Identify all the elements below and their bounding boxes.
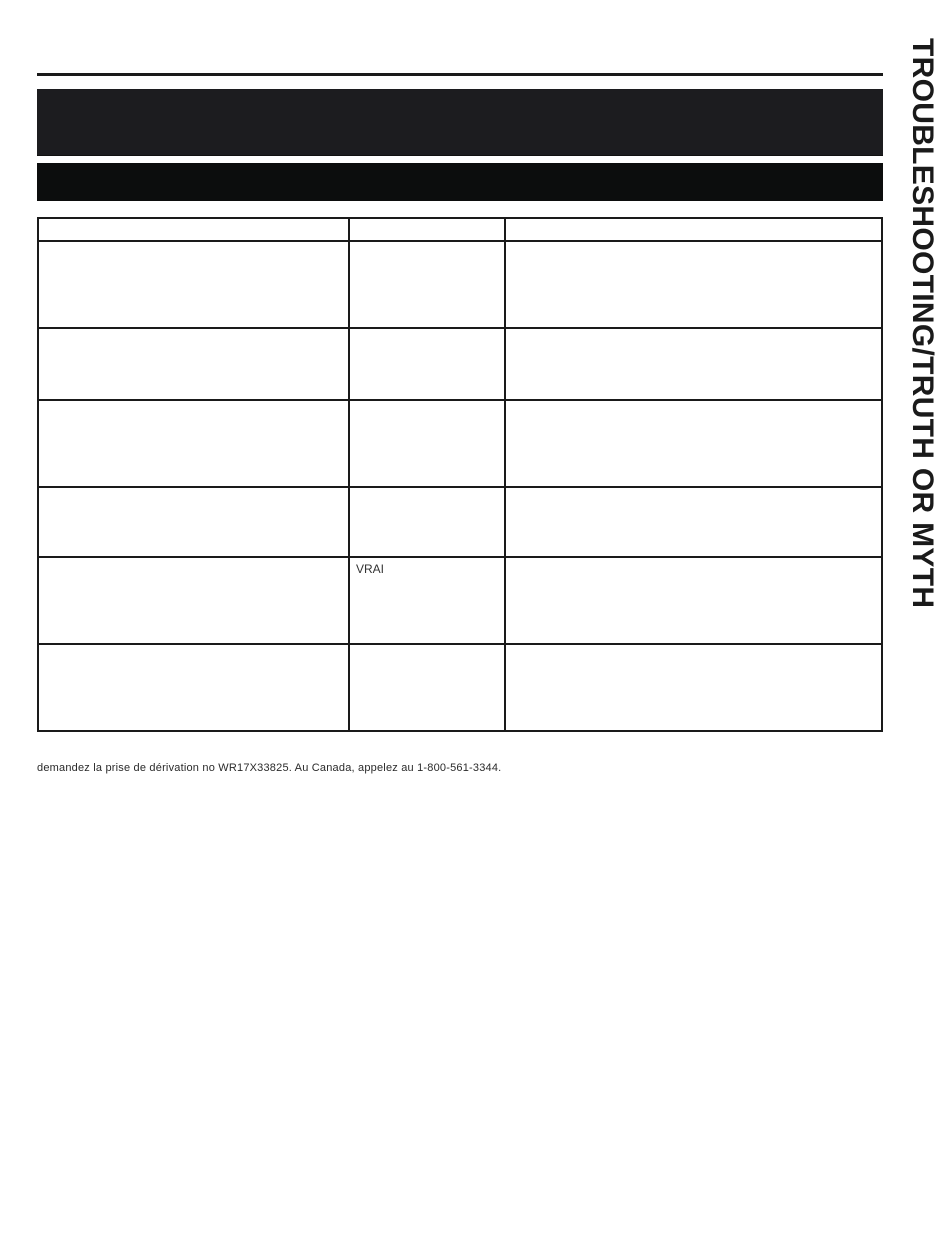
title-bar xyxy=(37,89,883,156)
table-cell xyxy=(505,400,882,487)
table-cell xyxy=(349,241,505,328)
truth-or-myth-table xyxy=(37,217,881,732)
table-row xyxy=(38,241,882,328)
table-cell xyxy=(505,487,882,557)
table-cell-verdict: VRAI xyxy=(349,557,505,644)
table-header-row xyxy=(38,218,882,241)
table-cell xyxy=(38,241,349,328)
table-row xyxy=(38,400,882,487)
header-cell xyxy=(505,218,882,241)
table-cell xyxy=(38,644,349,731)
table-cell xyxy=(38,487,349,557)
table-row xyxy=(38,328,882,400)
table-cell xyxy=(505,557,882,644)
table-cell xyxy=(38,557,349,644)
table-cell xyxy=(349,644,505,731)
side-section-title: TROUBLESHOOTING/TRUTH OR MYTH xyxy=(906,38,939,609)
table-cell xyxy=(349,328,505,400)
table-cell xyxy=(38,328,349,400)
table-cell xyxy=(505,241,882,328)
table-row xyxy=(38,644,882,731)
header-cell xyxy=(349,218,505,241)
table-cell xyxy=(505,644,882,731)
top-rule xyxy=(37,73,883,76)
footnote: demandez la prise de dérivation no WR17X33825. Au Canada, appelez au 1-800-561-3344. xyxy=(37,762,502,774)
table-cell xyxy=(349,487,505,557)
subtitle-bar xyxy=(37,163,883,201)
table-row xyxy=(38,487,882,557)
table-cell xyxy=(349,400,505,487)
header-cell xyxy=(38,218,349,241)
table-row xyxy=(38,557,882,644)
table-cell xyxy=(38,400,349,487)
table-cell xyxy=(505,328,882,400)
